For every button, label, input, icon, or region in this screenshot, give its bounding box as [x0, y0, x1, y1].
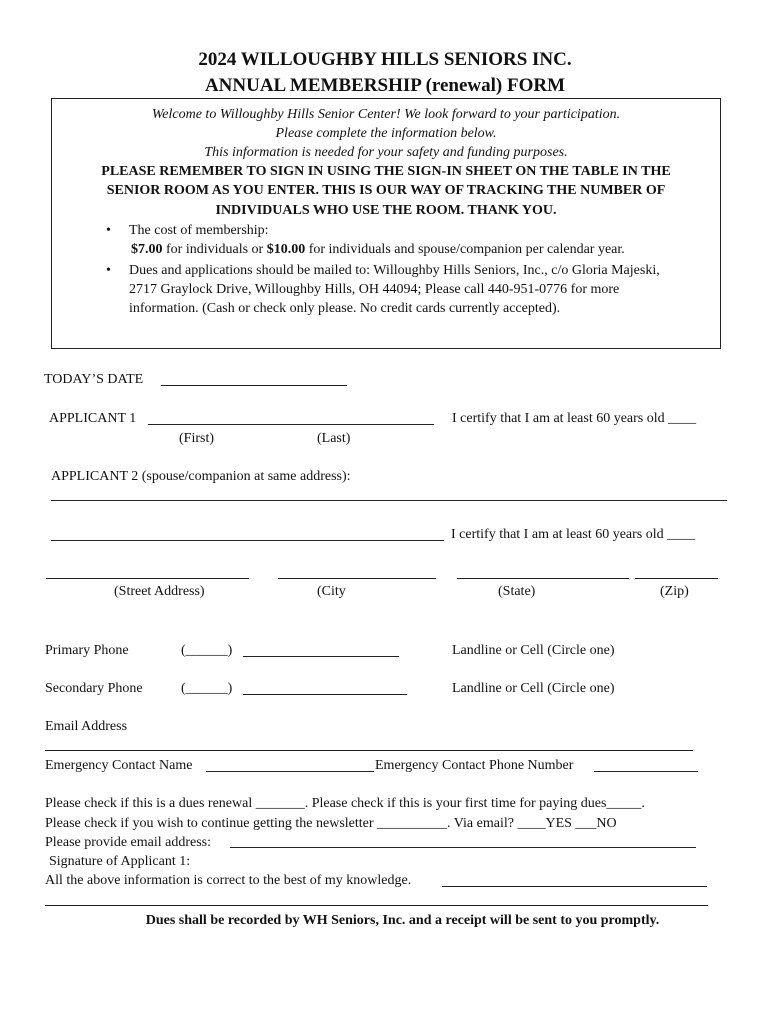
needed-text: This information is needed for your safety and funding purposes. — [204, 145, 568, 160]
state-field[interactable] — [457, 578, 629, 579]
cost-label: The cost of membership: — [129, 223, 269, 238]
street-address-field[interactable] — [46, 578, 249, 579]
certification-statement: All the above information is correct to the best of my knowledge. — [45, 873, 412, 888]
applicant-1-name-field[interactable] — [148, 424, 434, 425]
zip-field[interactable] — [635, 578, 718, 579]
welcome-text: Welcome to Willoughby Hills Senior Center! We look forward to your participation. — [151, 107, 621, 122]
provide-email-label: Please provide email address: — [45, 835, 212, 850]
street-address-caption: (Street Address) — [114, 584, 205, 599]
dues-line-3: information. (Cash or check only please. No credit cards currently accepted). — [129, 301, 561, 316]
cost-tail: for individuals and spouse/companion per calendar year. — [305, 242, 625, 257]
last-name-caption: (Last) — [317, 431, 351, 446]
reminder-line-1: PLEASE REMEMBER TO SIGN IN USING THE SIGN-IN SHEET ON THE TABLE IN THE — [101, 164, 671, 179]
emergency-contact-phone-label: Emergency Contact Phone Number — [375, 758, 574, 773]
newsletter-check[interactable]: Please check if you wish to continue getting the newsletter __________. Via email? ____YES ___NO — [45, 816, 617, 831]
dues-line-2: 2717 Graylock Drive, Willoughby Hills, OH 44094; Please call 440-951-0776 for more — [129, 282, 620, 297]
complete-text: Please complete the information below. — [275, 126, 497, 141]
secondary-landline-cell[interactable]: Landline or Cell (Circle one) — [452, 681, 615, 696]
bullet-icon: • — [106, 263, 111, 278]
email-address-field[interactable] — [45, 750, 693, 751]
cost-mid: for individuals or — [162, 242, 267, 257]
todays-date-label: TODAY’S DATE — [44, 372, 144, 387]
form-title-line-2: ANNUAL MEMBERSHIP (renewal) FORM — [204, 75, 566, 96]
footer-note: Dues shall be recorded by WH Seniors, Inc. and a receipt will be sent to you promptly. — [145, 913, 660, 928]
secondary-phone-label: Secondary Phone — [45, 681, 143, 696]
signature-label: Signature of Applicant 1: — [49, 854, 191, 869]
primary-area-code-field[interactable]: (______) — [181, 643, 233, 658]
provide-email-field[interactable] — [230, 847, 696, 848]
zip-caption: (Zip) — [660, 584, 689, 599]
todays-date-field[interactable] — [161, 385, 347, 386]
primary-landline-cell[interactable]: Landline or Cell (Circle one) — [452, 643, 615, 658]
form-title-line-1: 2024 WILLOUGHBY HILLS SENIORS INC. — [198, 49, 572, 70]
secondary-area-code-field[interactable]: (______) — [181, 681, 233, 696]
emergency-contact-name-field[interactable] — [206, 771, 374, 772]
applicant-1-certify[interactable]: I certify that I am at least 60 years old ____ — [452, 411, 697, 426]
cost-details — [131, 241, 625, 258]
reminder-line-3: INDIVIDUALS WHO USE THE ROOM. THANK YOU. — [215, 203, 557, 218]
reminder-line-2: SENIOR ROOM AS YOU ENTER. THIS IS OUR WAY OF TRACKING THE NUMBER OF — [106, 183, 666, 198]
first-name-caption: (First) — [179, 431, 214, 446]
bullet-icon: • — [106, 223, 111, 238]
city-field[interactable] — [278, 578, 436, 579]
state-caption: (State) — [498, 584, 536, 599]
primary-phone-field[interactable] — [243, 656, 399, 657]
emergency-contact-name-label: Emergency Contact Name — [45, 758, 193, 773]
city-caption: (City — [317, 584, 346, 599]
primary-phone-label: Primary Phone — [45, 643, 129, 658]
signature-field[interactable] — [442, 886, 707, 887]
applicant-1-label: APPLICANT 1 — [49, 411, 137, 426]
divider-line — [45, 905, 708, 906]
applicant-2-label: APPLICANT 2 (spouse/companion at same address): — [51, 469, 351, 484]
secondary-phone-field[interactable] — [243, 694, 407, 695]
applicant-2-extra-field[interactable] — [51, 540, 444, 541]
dues-line-1: Dues and applications should be mailed to: Willoughby Hills Seniors, Inc., c/o Gloria Majeski, — [129, 263, 660, 278]
cost-couple: $10.00 — [266, 242, 306, 257]
dues-renewal-check[interactable]: Please check if this is a dues renewal _______. Please check if this is your first time for paying dues_____. — [45, 796, 645, 811]
applicant-2-name-field[interactable] — [51, 500, 727, 501]
email-address-label: Email Address — [45, 719, 128, 734]
applicant-2-certify[interactable]: I certify that I am at least 60 years old ____ — [451, 527, 696, 542]
emergency-contact-phone-field[interactable] — [594, 771, 698, 772]
cost-individual: $7.00 — [131, 242, 163, 257]
